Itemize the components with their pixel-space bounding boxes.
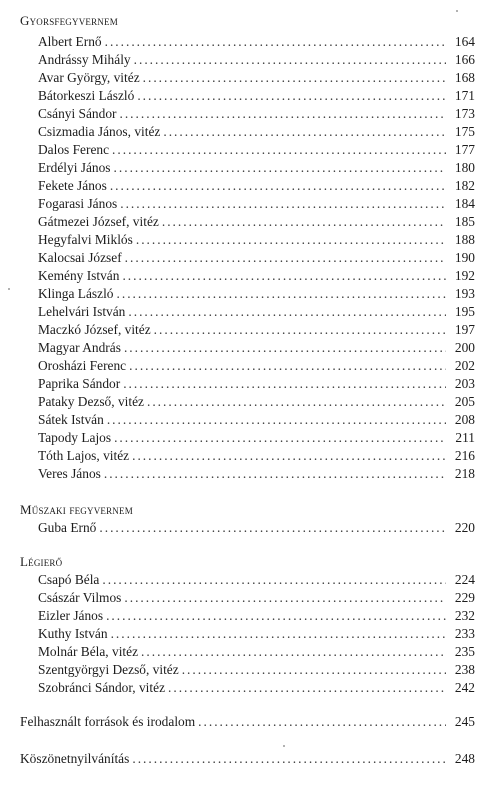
toc-entry-page: 175 <box>454 124 475 139</box>
toc-entry-name: Kalocsai József <box>38 250 122 265</box>
toc-entry[interactable] <box>38 589 475 607</box>
toc-entry[interactable] <box>38 33 475 51</box>
toc-leader-dots <box>102 571 446 589</box>
toc-entry-page: 233 <box>454 626 475 641</box>
toc-entry-name: Hegyfalvi Miklós <box>38 232 133 247</box>
toc-entry-name: Bátorkeszi László <box>38 88 135 103</box>
toc-leader-dots <box>106 607 446 625</box>
toc-leader-dots <box>123 375 446 393</box>
toc-leader-dots <box>124 339 446 357</box>
toc-entry-name: Fogarasi János <box>38 196 118 211</box>
toc-entry[interactable] <box>38 177 475 195</box>
toc-entry-name: Maczkó József, vitéz <box>38 322 151 337</box>
section-title-gyorsfegyvernem: Gyorsfegyvernem <box>20 13 118 28</box>
toc-entry[interactable] <box>38 123 475 141</box>
toc-entry-page: 185 <box>454 214 475 229</box>
toc-entry[interactable] <box>38 643 475 661</box>
toc-entry[interactable] <box>38 159 475 177</box>
toc-entry-page: 171 <box>454 88 475 103</box>
toc-entry[interactable] <box>38 87 475 105</box>
toc-entry-page: 173 <box>454 106 475 121</box>
toc-entry-name: Felhasznált források és irodalom <box>20 714 196 729</box>
toc-leader-dots <box>114 159 446 177</box>
toc-entry[interactable] <box>38 447 475 465</box>
toc-entry-name: Pataky Dezső, vitéz <box>38 394 144 409</box>
toc-leader-dots <box>122 267 446 285</box>
toc-entry-name: Csányi Sándor <box>38 106 117 121</box>
toc-leader-dots <box>162 213 446 231</box>
toc-entry-page: 245 <box>454 714 475 729</box>
toc-entry-name: Sátek István <box>38 412 104 427</box>
toc-entry[interactable] <box>38 267 475 285</box>
toc-entry[interactable] <box>38 393 475 411</box>
toc-entry[interactable] <box>38 607 475 625</box>
toc-entry-page: 192 <box>454 268 475 283</box>
toc-entry-name: Kemény István <box>38 268 120 283</box>
toc-entry-page: 184 <box>454 196 475 211</box>
toc-entry[interactable] <box>38 357 475 375</box>
toc-entry-name: Szobránci Sándor, vitéz <box>38 680 166 695</box>
toc-entry-page: 180 <box>454 160 475 175</box>
toc-entry-page: 193 <box>454 286 475 301</box>
toc-leader-dots <box>107 411 446 429</box>
toc-entry-page: 188 <box>454 232 475 247</box>
toc-entry[interactable] <box>38 195 475 213</box>
toc-entry-page: 242 <box>454 680 475 695</box>
toc-leader-dots <box>112 141 446 159</box>
toc-entry[interactable] <box>38 231 475 249</box>
toc-entry[interactable] <box>38 249 475 267</box>
toc-leader-dots <box>182 661 446 679</box>
toc-entry-name: Lehelvári István <box>38 304 126 319</box>
toc-entry-page: 166 <box>454 52 475 67</box>
toc-entry-page: 238 <box>454 662 475 677</box>
toc-entry-page: 202 <box>454 358 475 373</box>
toc-leader-dots <box>147 393 446 411</box>
toc-entry-name: Csizmadia János, vitéz <box>38 124 161 139</box>
toc-entry-name: Klinga László <box>38 286 114 301</box>
toc-leader-dots <box>120 195 446 213</box>
toc-leader-dots <box>128 303 446 321</box>
toc-entry-page: 216 <box>454 448 475 463</box>
toc-entry-page: 224 <box>454 572 475 587</box>
toc-entry-name: Tapody Lajos <box>38 430 112 445</box>
toc-leader-dots <box>110 177 446 195</box>
toc-entry-page: 197 <box>454 322 475 337</box>
toc-entry-name: Magyar András <box>38 340 121 355</box>
toc-entry-page: 232 <box>454 608 475 623</box>
toc-entry-name: Molnár Béla, vitéz <box>38 644 139 659</box>
scan-speck <box>8 288 10 290</box>
toc-leader-dots <box>129 357 446 375</box>
toc-leader-dots <box>163 123 446 141</box>
toc-entry[interactable] <box>38 303 475 321</box>
toc-leader-dots <box>132 750 446 768</box>
toc-entry[interactable] <box>38 339 475 357</box>
toc-entry-sources[interactable] <box>20 713 475 731</box>
toc-leader-dots <box>111 625 446 643</box>
toc-entry-page: 168 <box>454 70 475 85</box>
toc-entry-page: 235 <box>454 644 475 659</box>
toc-entry[interactable] <box>38 429 475 447</box>
toc-entry-name: Eizler János <box>38 608 104 623</box>
toc-entry[interactable] <box>38 375 475 393</box>
scan-speck <box>283 745 285 747</box>
toc-entry-page: 248 <box>454 751 475 766</box>
toc-leader-dots <box>137 87 446 105</box>
toc-leader-dots <box>198 713 446 731</box>
toc-entry-name: Kuthy István <box>38 626 108 641</box>
toc-entry-name: Andrássy Mihály <box>38 52 131 67</box>
toc-entry-name: Avar György, vitéz <box>38 70 140 85</box>
toc-entry-name: Tóth Lajos, vitéz <box>38 448 130 463</box>
toc-leader-dots <box>124 589 446 607</box>
toc-entry-name: Gátmezei József, vitéz <box>38 214 159 229</box>
toc-entry-name: Paprika Sándor <box>38 376 121 391</box>
toc-entry-page: 182 <box>454 178 475 193</box>
toc-entry-name: Erdélyi János <box>38 160 111 175</box>
toc-leader-dots <box>117 285 447 303</box>
toc-entry-name: Császár Vilmos <box>38 590 122 605</box>
toc-entry[interactable] <box>38 285 475 303</box>
toc-entry-name: Albert Ernő <box>38 34 102 49</box>
toc-leader-dots <box>168 679 446 697</box>
toc-entry-page: 177 <box>454 142 475 157</box>
toc-entry[interactable] <box>38 625 475 643</box>
toc-leader-dots <box>125 249 446 267</box>
toc-entry-name: Szentgyörgyi Dezső, vitéz <box>38 662 179 677</box>
toc-entry[interactable] <box>38 411 475 429</box>
toc-entry-page: 195 <box>454 304 475 319</box>
toc-leader-dots <box>154 321 446 339</box>
toc-entry-page: 211 <box>455 430 475 445</box>
toc-entry-page: 190 <box>454 250 475 265</box>
toc-leader-dots <box>132 447 446 465</box>
toc-entry-page: 203 <box>454 376 475 391</box>
toc-entry-page: 218 <box>454 466 475 481</box>
toc-leader-dots <box>105 33 446 51</box>
toc-entry[interactable] <box>38 105 475 123</box>
toc-entry-name: Csapó Béla <box>38 572 100 587</box>
toc-entry[interactable] <box>38 519 475 537</box>
toc-leader-dots <box>99 519 446 537</box>
toc-leader-dots <box>143 69 446 87</box>
toc-leader-dots <box>141 643 446 661</box>
toc-entry-page: 164 <box>454 34 475 49</box>
toc-leader-dots <box>136 231 446 249</box>
toc-entry-page: 205 <box>454 394 475 409</box>
toc-entry[interactable] <box>38 661 475 679</box>
toc-entry-page: 200 <box>454 340 475 355</box>
toc-leader-dots <box>114 429 446 447</box>
toc-entry-name: Köszönetnyilvánítás <box>20 751 130 766</box>
section-title-legiero: Légierő <box>20 554 63 569</box>
toc-entry[interactable] <box>38 141 475 159</box>
toc-entry-name: Guba Ernő <box>38 520 97 535</box>
toc-entry-page: 208 <box>454 412 475 427</box>
toc-entry-name: Fekete János <box>38 178 107 193</box>
toc-entry[interactable] <box>38 465 475 483</box>
toc-entry[interactable] <box>38 51 475 69</box>
section-title-muszaki-fegyvernem: Műszaki fegyvernem <box>20 502 133 517</box>
toc-entry-name: Veres János <box>38 466 101 481</box>
scan-speck <box>456 10 458 12</box>
toc-entry-page: 220 <box>454 520 475 535</box>
toc-entry-acknowledgements[interactable] <box>20 750 475 768</box>
toc-entry[interactable] <box>38 679 475 697</box>
toc-entry[interactable] <box>38 321 475 339</box>
toc-entry[interactable] <box>38 571 475 589</box>
toc-entry-page: 229 <box>454 590 475 605</box>
toc-entry-name: Dalos Ferenc <box>38 142 110 157</box>
toc-leader-dots <box>104 465 446 483</box>
toc-leader-dots <box>119 105 446 123</box>
toc-leader-dots <box>134 51 446 69</box>
toc-entry-name: Orosházi Ferenc <box>38 358 127 373</box>
toc-entry[interactable] <box>38 69 475 87</box>
toc-entry[interactable] <box>38 213 475 231</box>
